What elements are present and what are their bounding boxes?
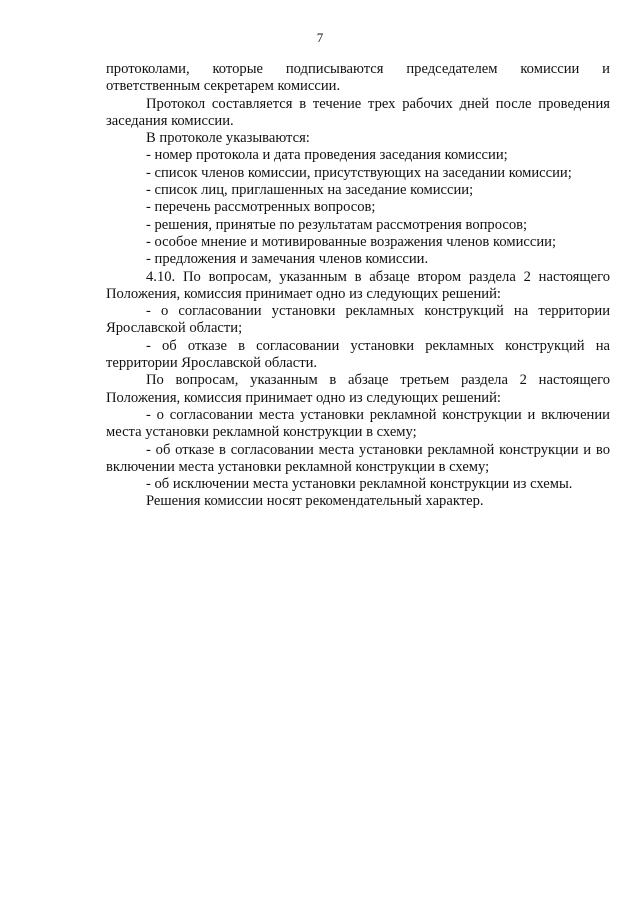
document-body bbox=[106, 61, 610, 511]
list-item-members-present: - список членов комиссии, присутствующих на заседании комиссии; bbox=[146, 164, 572, 181]
list-item-exclusion-location: - об исключении места установки рекламной конструкции из схемы. bbox=[146, 476, 573, 493]
paragraph-signatures: протоколами, которые подписываются председателем комиссии и ответственным секретарем комиссии. bbox=[106, 61, 610, 95]
paragraph-third-clause-intro: По вопросам, указанным в абзаце третьем раздела 2 настоящего Положения, комиссия принимает одно из следующих решений: bbox=[106, 372, 610, 406]
list-item-issues-list: - перечень рассмотренных вопросов; bbox=[146, 199, 376, 216]
list-item-protocol-number: - номер протокола и дата проведения заседания комиссии; bbox=[146, 147, 508, 164]
list-item-refusal-location: - об отказе в согласовании места установки рекламной конструкции и во включении места установки рекламной конструкции в схему; bbox=[106, 441, 610, 475]
list-item-decisions: - решения, принятые по результатам рассмотрения вопросов; bbox=[146, 216, 528, 233]
list-item-refusal-installation: - об отказе в согласовании установки рекламных конструкций на территории Ярославской области. bbox=[106, 337, 610, 372]
paragraph-protocol-contents-intro: В протоколе указываются: bbox=[146, 130, 310, 147]
list-item-approval-installation: - о согласовании установки рекламных конструкций на территории Ярославской области; bbox=[106, 303, 610, 337]
paragraph-recommendatory: Решения комиссии носят рекомендательный характер. bbox=[146, 493, 484, 510]
list-item-invited-persons: - список лиц, приглашенных на заседание комиссии; bbox=[146, 182, 474, 199]
paragraph-protocol-deadline: Протокол составляется в течение трех рабочих дней после проведения заседания комиссии. bbox=[106, 95, 610, 129]
list-item-dissenting-opinions: - особое мнение и мотивированные возражения членов комиссии; bbox=[146, 233, 557, 250]
page-number: 7 bbox=[316, 30, 324, 45]
list-item-approval-location: - о согласовании места установки рекламной конструкции и включении места установки рекламной конструкции в схему; bbox=[106, 406, 610, 441]
paragraph-section-4-10: 4.10. По вопросам, указанным в абзаце втором раздела 2 настоящего Положения, комиссия принимает одно из следующих решений: bbox=[106, 268, 610, 302]
list-item-proposals: - предложения и замечания членов комиссии. bbox=[146, 251, 429, 268]
